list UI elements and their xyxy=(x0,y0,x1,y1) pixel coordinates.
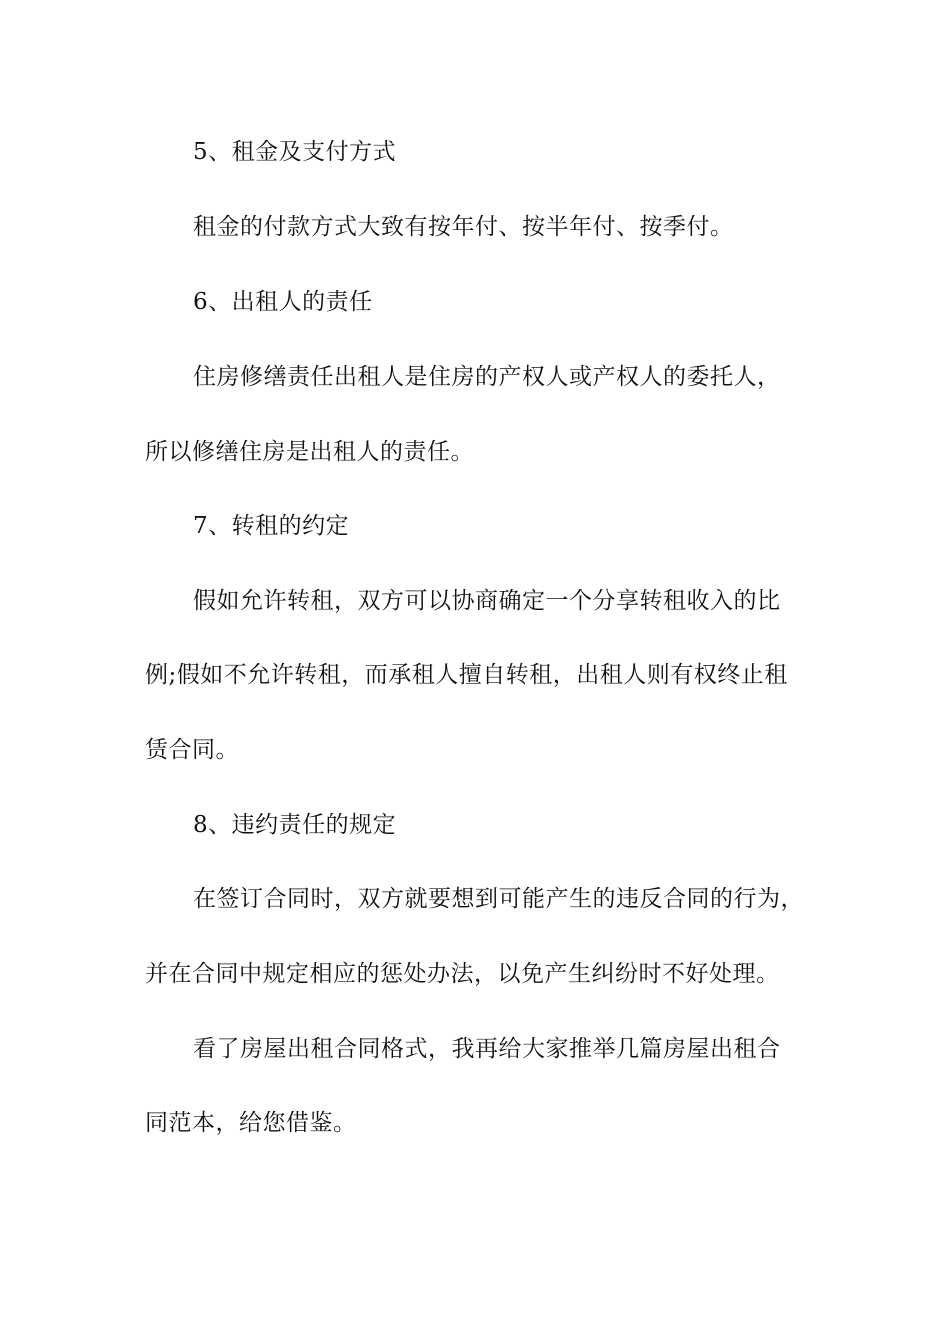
paragraph-line: 例;假如不允许转租，而承租人擅自转租，出租人则有权终止租 xyxy=(145,662,788,688)
section-heading-rent-payment: 5、租金及支付方式 xyxy=(193,139,397,165)
paragraph-line: 租金的付款方式大致有按年付、按半年付、按季付。 xyxy=(193,214,734,240)
paragraph-line: 并在合同中规定相应的惩处办法，以免产生纠纷时不好处理。 xyxy=(145,961,780,987)
section-heading-lessor-responsibility: 6、出租人的责任 xyxy=(193,289,373,315)
paragraph-line: 同范本，给您借鉴。 xyxy=(145,1110,357,1136)
section-heading-sublease: 7、转租的约定 xyxy=(193,513,350,539)
paragraph-line: 赁合同。 xyxy=(145,737,239,763)
paragraph-line: 在签订合同时，双方就要想到可能产生的违反合同的行为， xyxy=(193,886,804,912)
paragraph-line: 所以修缮住房是出租人的责任。 xyxy=(145,439,474,465)
paragraph-line: 假如允许转租，双方可以协商确定一个分享转租收入的比 xyxy=(193,588,781,614)
section-heading-breach-liability: 8、违约责任的规定 xyxy=(193,812,397,838)
paragraph-line: 住房修缮责任出租人是住房的产权人或产权人的委托人， xyxy=(193,364,781,390)
paragraph-line: 看了房屋出租合同格式，我再给大家推举几篇房屋出租合 xyxy=(193,1036,781,1062)
